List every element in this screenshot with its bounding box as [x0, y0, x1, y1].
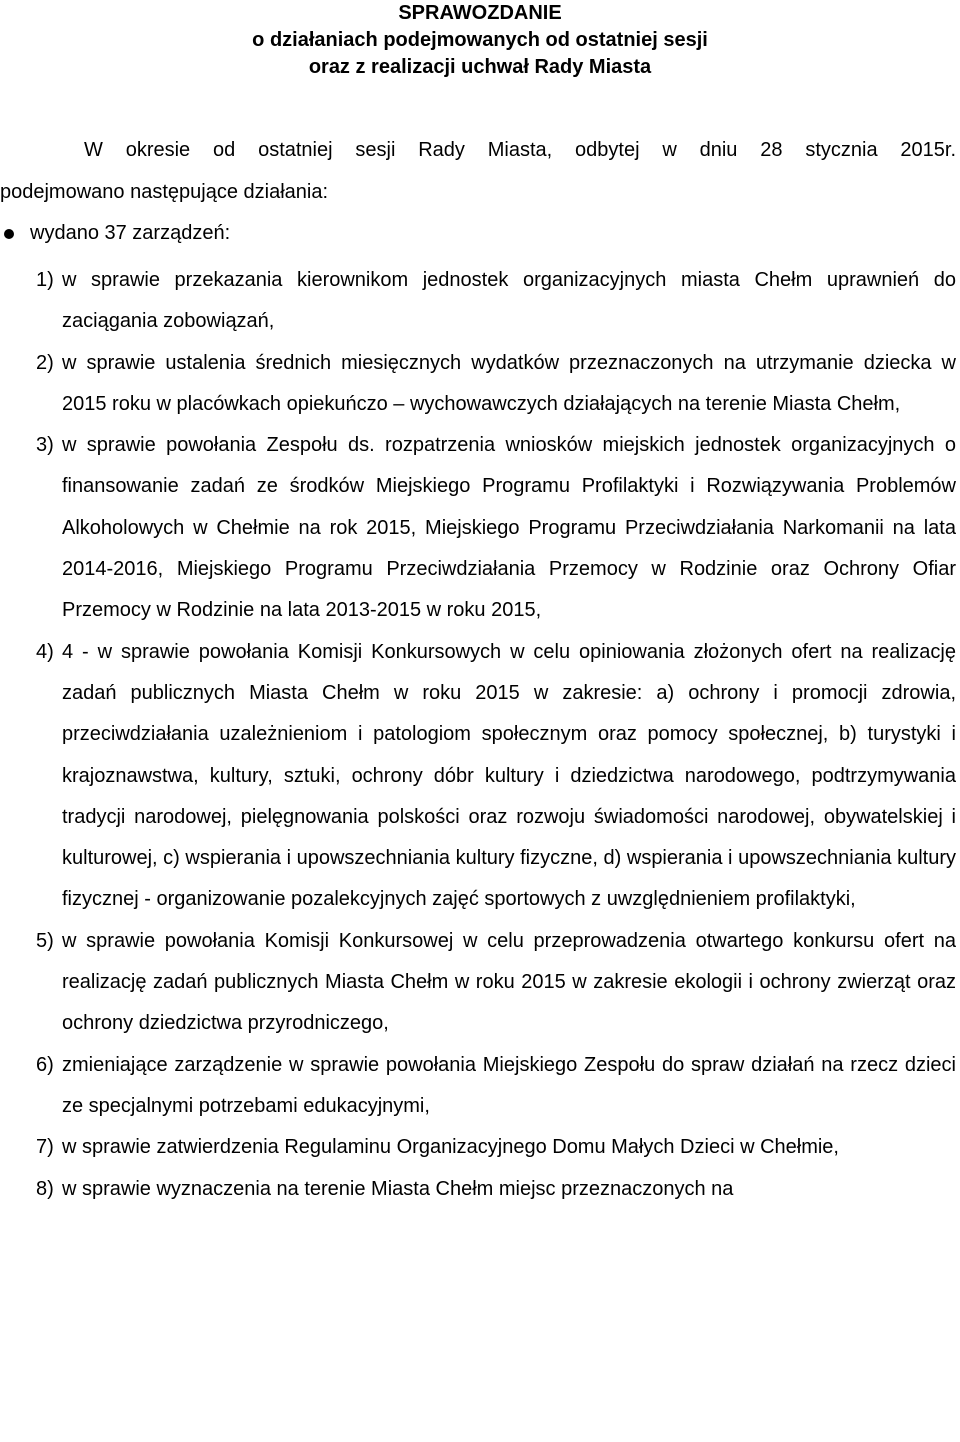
list-item-number: 5)	[36, 929, 54, 952]
list-item-number: 6)	[36, 1053, 54, 1076]
ordinance-list	[0, 260, 960, 1210]
list-item	[0, 1127, 960, 1168]
intro-line-1: W okresie od ostatniej sesji Rady Miasta, odbytej w dniu 28 stycznia 2015r.	[84, 139, 956, 161]
list-item-number: 3)	[36, 434, 54, 457]
list-item-text: 4 - w sprawie powołania Komisji Konkursowych w celu opiniowania złożonych ofert na realizację zadań publicznych Miasta Chełm w roku 2015 w zakresie: a) ochrony i promocji zdrowia, przeciwdziałania uzależnieniom i patologiom społecznym oraz pomocy społecznej, b) turystyki i krajoznawstwa, kultury, sztuki, ochrony dóbr kultury i dziedzictwa narodowego, podtrzymywania tradycji narodowej, pielęgnowania polskości oraz rozwoju świadomości narodowej, obywatelskiej i kulturowej, c) wspierania i upowszechniania kultury fizyczne, d) wspierania i upowszechniania kultury fizycznej - organizowanie pozalekcyjnych zajęć sportowych z uwzględnieniem profilaktyki,	[62, 640, 956, 911]
title-line-2: o działaniach podejmowanych od ostatniej sesji	[252, 29, 708, 51]
report-title	[0, 0, 960, 81]
list-item-number: 7)	[36, 1136, 54, 1159]
list-item-number: 4)	[36, 640, 54, 663]
list-item	[0, 921, 960, 1045]
list-item-text: w sprawie powołania Zespołu ds. rozpatrzenia wniosków miejskich jednostek organizacyjnych o finansowanie zadań ze środków Miejskiego Programu Profilaktyki i Rozwiązywania Problemów Alkoholowych w Chełmie na rok 2015, Miejskiego Programu Przeciwdziałania Narkomanii na lata 2014-2016, Miejskiego Programu Przeciwdziałania Przemocy w Rodzinie oraz Ochrony Ofiar Przemocy w Rodzinie na lata 2013-2015 w roku 2015,	[62, 434, 956, 622]
list-item-text: w sprawie wyznaczenia na terenie Miasta Chełm miejsc przeznaczonych na	[62, 1177, 734, 1200]
list-item-text: w sprawie powołania Komisji Konkursowej w celu przeprowadzenia otwartego konkursu ofert na realizację zadań publicznych Miasta Chełm w roku 2015 w zakresie ekologii i ochrony zwierząt oraz ochrony dziedzictwa przyrodniczego,	[62, 929, 956, 1035]
bullet-dot-icon	[4, 229, 14, 239]
list-item-text: w sprawie ustalenia średnich miesięcznych wydatków przeznaczonych na utrzymanie dziecka w 2015 roku w placówkach opiekuńczo – wychowawczych działających na terenie Miasta Chełm,	[62, 351, 956, 415]
bullet-text: wydano 37 zarządzeń:	[30, 222, 231, 244]
list-item	[0, 632, 960, 921]
list-item-text: zmieniające zarządzenie w sprawie powołania Miejskiego Zespołu do spraw działań na rzecz dzieci ze specjalnymi potrzebami edukacyjnymi,	[62, 1053, 956, 1117]
list-item	[0, 1045, 960, 1128]
list-item	[0, 343, 960, 426]
list-item	[0, 425, 960, 631]
intro-line-2: podejmowano następujące działania:	[0, 181, 329, 203]
list-item-text: w sprawie przekazania kierownikom jednostek organizacyjnych miasta Chełm uprawnień do zaciągania zobowiązań,	[62, 269, 956, 333]
list-item-text: w sprawie zatwierdzenia Regulaminu Organizacyjnego Domu Małych Dzieci w Chełmie,	[62, 1136, 839, 1159]
title-line-3: oraz z realizacji uchwał Rady Miasta	[308, 56, 652, 78]
list-item	[0, 1169, 960, 1210]
list-item-number: 8)	[36, 1177, 54, 1200]
list-item	[0, 260, 960, 343]
list-item-number: 2)	[36, 351, 54, 374]
list-item-number: 1)	[36, 269, 54, 291]
title-line-1: SPRAWOZDANIE	[398, 2, 562, 24]
